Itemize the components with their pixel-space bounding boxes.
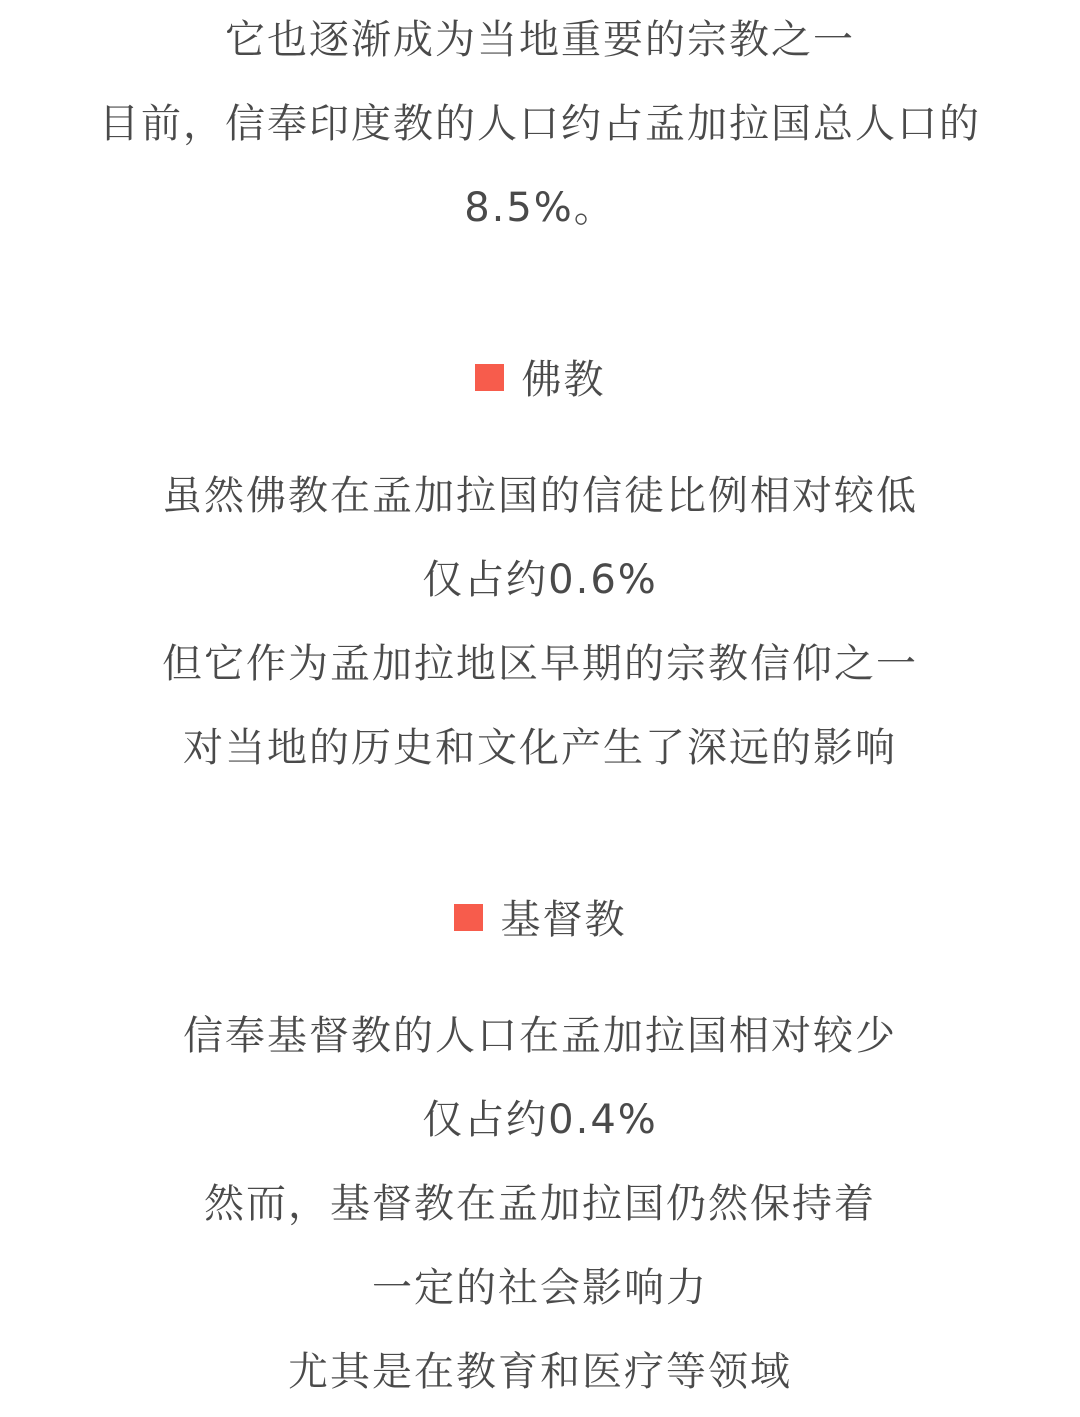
paragraph-line: 信奉基督教的人口在孟加拉国相对较少 xyxy=(183,1013,897,1059)
paragraph-line: 仅占约0.4% xyxy=(422,1097,658,1143)
section-heading xyxy=(0,352,1080,408)
paragraph-line: 但它作为孟加拉地区早期的宗教信仰之一 xyxy=(162,641,918,687)
intro-line: 8.5%。 xyxy=(464,185,616,231)
paragraph-line: 仅占约0.6% xyxy=(422,557,658,603)
paragraph-line: 尤其是在教育和医疗等领域 xyxy=(288,1349,792,1395)
section-heading-label: 基督教 xyxy=(500,897,627,943)
square-bullet-icon xyxy=(475,364,504,391)
section-heading xyxy=(0,892,1080,948)
square-bullet-icon xyxy=(454,904,483,931)
intro-line: 目前，信奉印度教的人口约占孟加拉国总人口的 xyxy=(99,101,981,147)
section-heading-label: 佛教 xyxy=(521,357,606,403)
paragraph-line: 一定的社会影响力 xyxy=(372,1265,708,1311)
paragraph-line: 对当地的历史和文化产生了深远的影响 xyxy=(183,725,897,771)
paragraph-line: 然而，基督教在孟加拉国仍然保持着 xyxy=(204,1181,876,1227)
paragraph-line: 虽然佛教在孟加拉国的信徒比例相对较低 xyxy=(162,473,918,519)
intro-line: 它也逐渐成为当地重要的宗教之一 xyxy=(225,17,855,63)
